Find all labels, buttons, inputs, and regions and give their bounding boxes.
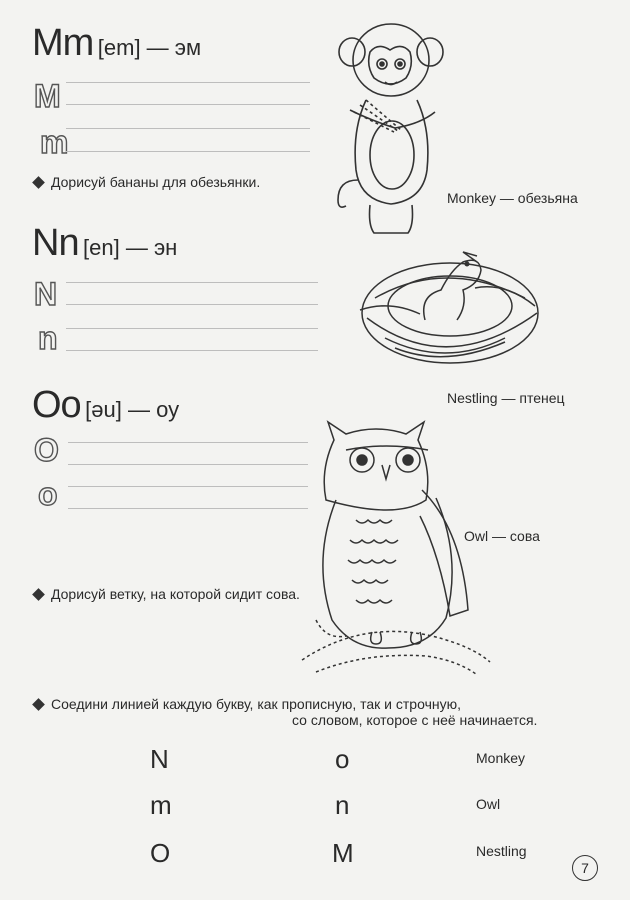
transcription: [en] — эн <box>83 235 178 260</box>
monkey-icon <box>330 20 450 245</box>
nestling-icon <box>355 248 545 378</box>
writing-line <box>66 328 318 329</box>
letter-heading: Nn <box>32 222 79 264</box>
writing-line <box>66 350 318 351</box>
trace-letter-upper: N <box>34 276 58 312</box>
bullet-diamond-icon <box>32 588 45 601</box>
bullet-diamond-icon <box>32 698 45 711</box>
letter-heading: Mm <box>32 22 94 64</box>
task-instruction <box>34 174 260 190</box>
task-instruction <box>34 586 300 602</box>
letter-heading: Oo <box>32 384 81 426</box>
writing-line <box>68 464 308 465</box>
matching-instruction <box>34 696 461 712</box>
match-word: Nestling <box>476 843 527 859</box>
writing-line <box>66 151 310 152</box>
bullet-diamond-icon <box>32 176 45 189</box>
page-number: 7 <box>572 855 598 881</box>
instruction-line: Соедини линией каждую букву, как прописную, так и строчную, <box>51 696 461 712</box>
section-o-heading <box>32 384 179 427</box>
transcription: [em] — эм <box>97 35 202 60</box>
writing-line <box>66 104 310 105</box>
task-text: Дорисуй бананы для обезьянки. <box>51 174 261 190</box>
match-letter-col2: n <box>335 790 350 820</box>
caption-nestling: Nestling — птенец <box>447 390 565 406</box>
caption-owl: Owl — сова <box>464 528 540 544</box>
match-letter-col2: o <box>335 744 350 774</box>
writing-line <box>68 442 308 443</box>
writing-line <box>66 282 318 283</box>
section-m-heading <box>32 22 201 65</box>
writing-line <box>66 82 310 83</box>
transcription: [əu] — оу <box>85 397 180 422</box>
trace-letter-upper: M <box>34 78 61 114</box>
match-letter-col1: O <box>150 838 171 868</box>
instruction-line: со словом, которое с неё начинается. <box>292 712 538 728</box>
task-text: Дорисуй ветку, на которой сидит сова. <box>51 586 300 602</box>
writing-line <box>68 486 308 487</box>
match-letter-col1: m <box>150 790 172 820</box>
trace-letter-lower: o <box>38 476 58 512</box>
trace-letter-lower: m <box>40 124 69 160</box>
writing-line <box>66 304 318 305</box>
section-n-heading <box>32 222 177 265</box>
match-word: Monkey <box>476 750 526 766</box>
owl-icon <box>296 410 496 680</box>
match-letter-col1: N <box>150 744 169 774</box>
writing-line <box>68 508 308 509</box>
match-word: Owl <box>476 796 501 812</box>
caption-monkey: Monkey — обезьяна <box>447 190 578 206</box>
writing-line <box>66 128 310 129</box>
trace-letter-upper: O <box>34 432 59 468</box>
match-letter-col2: M <box>332 838 354 868</box>
trace-letter-lower: n <box>38 320 58 356</box>
